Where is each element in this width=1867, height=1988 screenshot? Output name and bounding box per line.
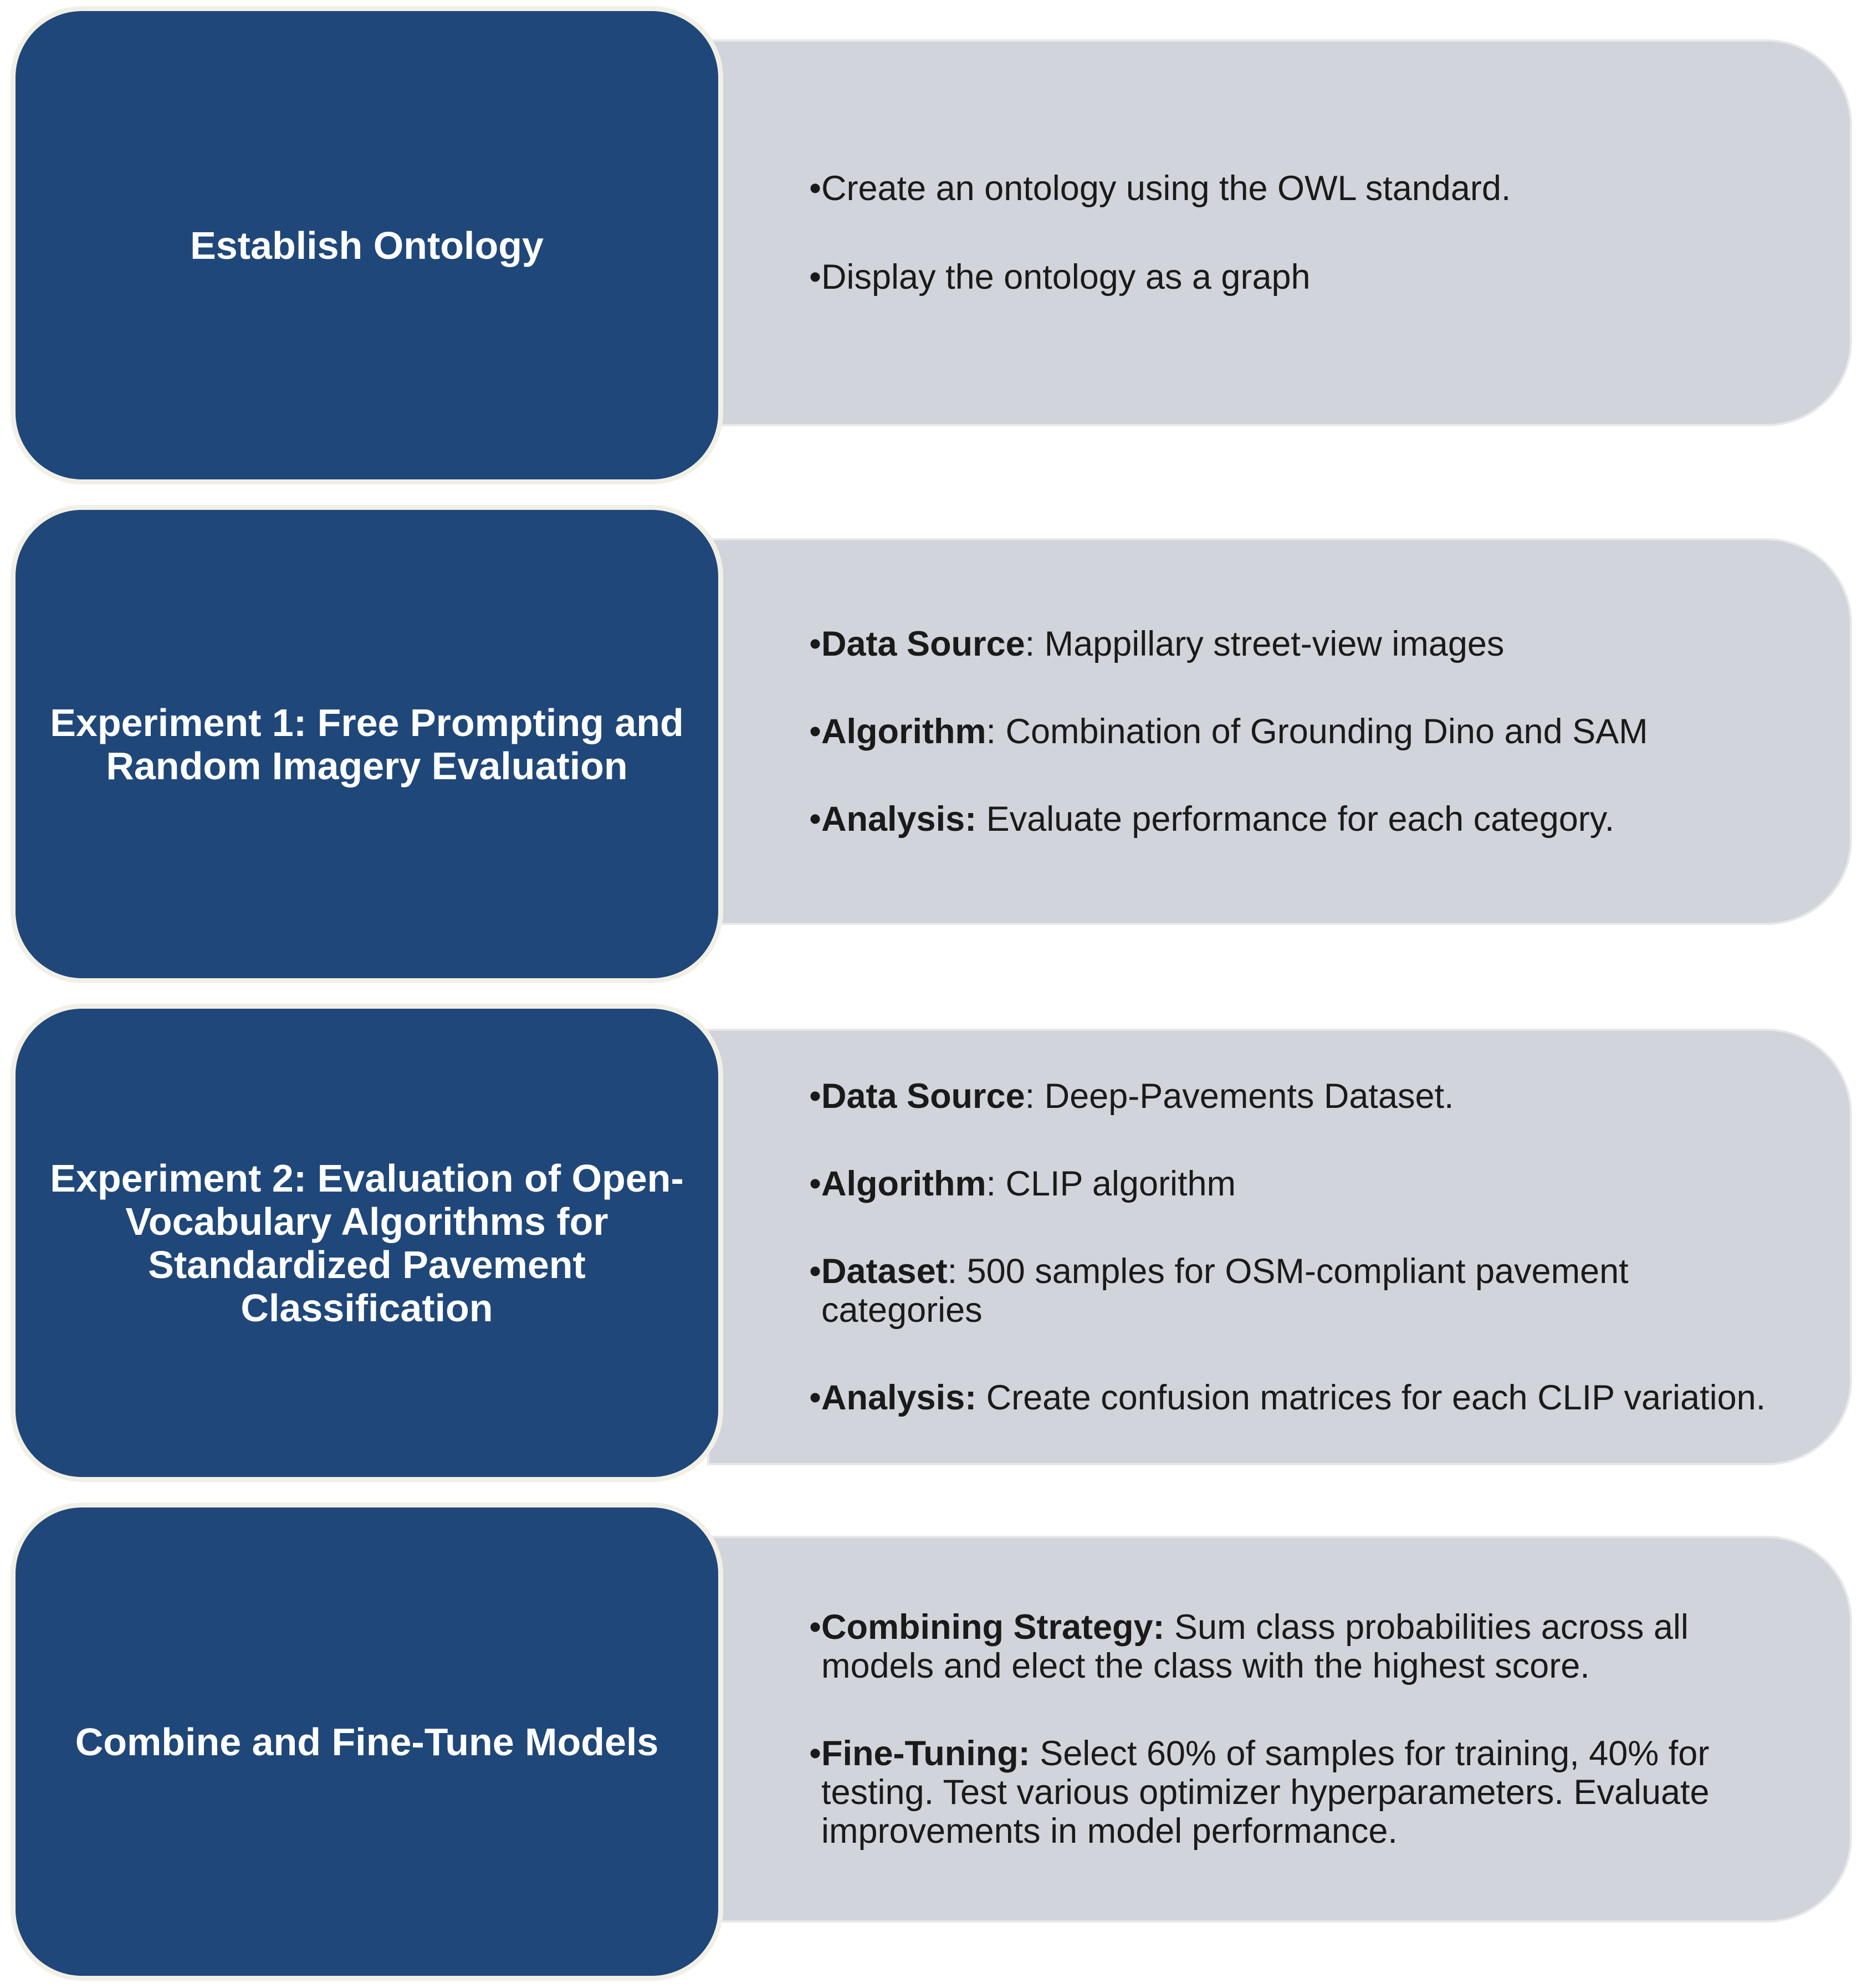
bullet-item xyxy=(809,625,1783,663)
bullet-text: : Combination of Grounding Dino and SAM xyxy=(986,712,1648,751)
bullet-item xyxy=(809,1164,1783,1203)
stage-row-1 xyxy=(0,0,1867,477)
bullet-key: Dataset xyxy=(821,1252,948,1291)
bullet-text: Display the ontology as a graph xyxy=(821,258,1311,297)
bullet-key: Data Source xyxy=(821,1077,1025,1116)
stage-title-box-3 xyxy=(16,1009,718,1477)
bullet-text: Select 60% of samples for training, 40% for testing. Test various optimizer hyperparameters. Evaluate improvements in model performance. xyxy=(821,1734,1710,1851)
bullet-dot: • xyxy=(809,625,822,663)
stage-title: Establish Ontology xyxy=(190,223,544,267)
bullet-dot: • xyxy=(809,1734,822,1773)
bullet-key: Algorithm xyxy=(821,1164,986,1203)
detail-panel-2 xyxy=(709,540,1850,923)
bullet-dot: • xyxy=(809,258,822,297)
bullet-text: Evaluate performance for each category. xyxy=(976,800,1615,839)
detail-panel-4 xyxy=(709,1538,1850,1920)
bullet-key: Combining Strategy: xyxy=(821,1608,1165,1647)
bullet-item xyxy=(809,1734,1783,1851)
bullet-item xyxy=(809,800,1783,839)
bullet-key: Data Source xyxy=(821,625,1025,663)
bullet-text: : 500 samples for OSM-compliant pavement categories xyxy=(821,1252,1629,1330)
stage-row-4 xyxy=(0,1496,1867,1973)
stage-title-box-2 xyxy=(16,510,718,978)
bullet-dot: • xyxy=(809,1378,822,1417)
bullet-item xyxy=(809,1252,1783,1330)
bullet-dot: • xyxy=(809,169,822,208)
bullet-item xyxy=(809,712,1783,751)
stage-title: Experiment 1: Free Prompting and Random Imagery Evaluation xyxy=(50,701,684,788)
panel-body-1 xyxy=(809,42,1783,424)
bullet-dot: • xyxy=(809,712,822,751)
bullet-item xyxy=(809,1077,1783,1116)
bullet-text: : Deep-Pavements Dataset. xyxy=(1025,1077,1454,1116)
stage-row-2 xyxy=(0,499,1867,975)
bullet-dot: • xyxy=(809,1077,822,1116)
bullet-item xyxy=(809,1378,1783,1417)
bullet-text: Create an ontology using the OWL standard. xyxy=(821,169,1511,208)
bullet-text: : CLIP algorithm xyxy=(986,1164,1236,1203)
stage-title-box-4 xyxy=(16,1507,718,1976)
detail-panel-3 xyxy=(709,1031,1850,1463)
stage-title: Combine and Fine-Tune Models xyxy=(75,1720,659,1764)
bullet-item xyxy=(809,169,1783,208)
bullet-dot: • xyxy=(809,800,822,839)
bullet-dot: • xyxy=(809,1164,822,1203)
bullet-dot: • xyxy=(809,1252,822,1291)
panel-body-4 xyxy=(809,1538,1783,1920)
bullet-key: Algorithm xyxy=(821,712,986,751)
bullet-key: Analysis: xyxy=(821,1378,977,1417)
bullet-key: Fine-Tuning: xyxy=(821,1734,1030,1773)
bullet-text: : Mappillary street-view images xyxy=(1025,625,1505,663)
bullet-item xyxy=(809,258,1783,297)
panel-body-2 xyxy=(809,540,1783,923)
stage-title: Experiment 2: Evaluation of Open-Vocabulary Algorithms for Standardized Pavement Classification xyxy=(50,1156,684,1330)
bullet-key: Analysis: xyxy=(821,800,977,839)
bullet-text: Sum class probabilities across all models and elect the class with the highest score. xyxy=(821,1608,1689,1685)
stage-title-box-1 xyxy=(16,11,718,479)
bullet-text: Create confusion matrices for each CLIP variation. xyxy=(976,1378,1766,1417)
detail-panel-1 xyxy=(709,42,1850,424)
bullet-item xyxy=(809,1608,1783,1685)
stage-row-3 xyxy=(0,998,1867,1474)
panel-body-3 xyxy=(809,1031,1783,1463)
bullet-dot: • xyxy=(809,1608,822,1647)
